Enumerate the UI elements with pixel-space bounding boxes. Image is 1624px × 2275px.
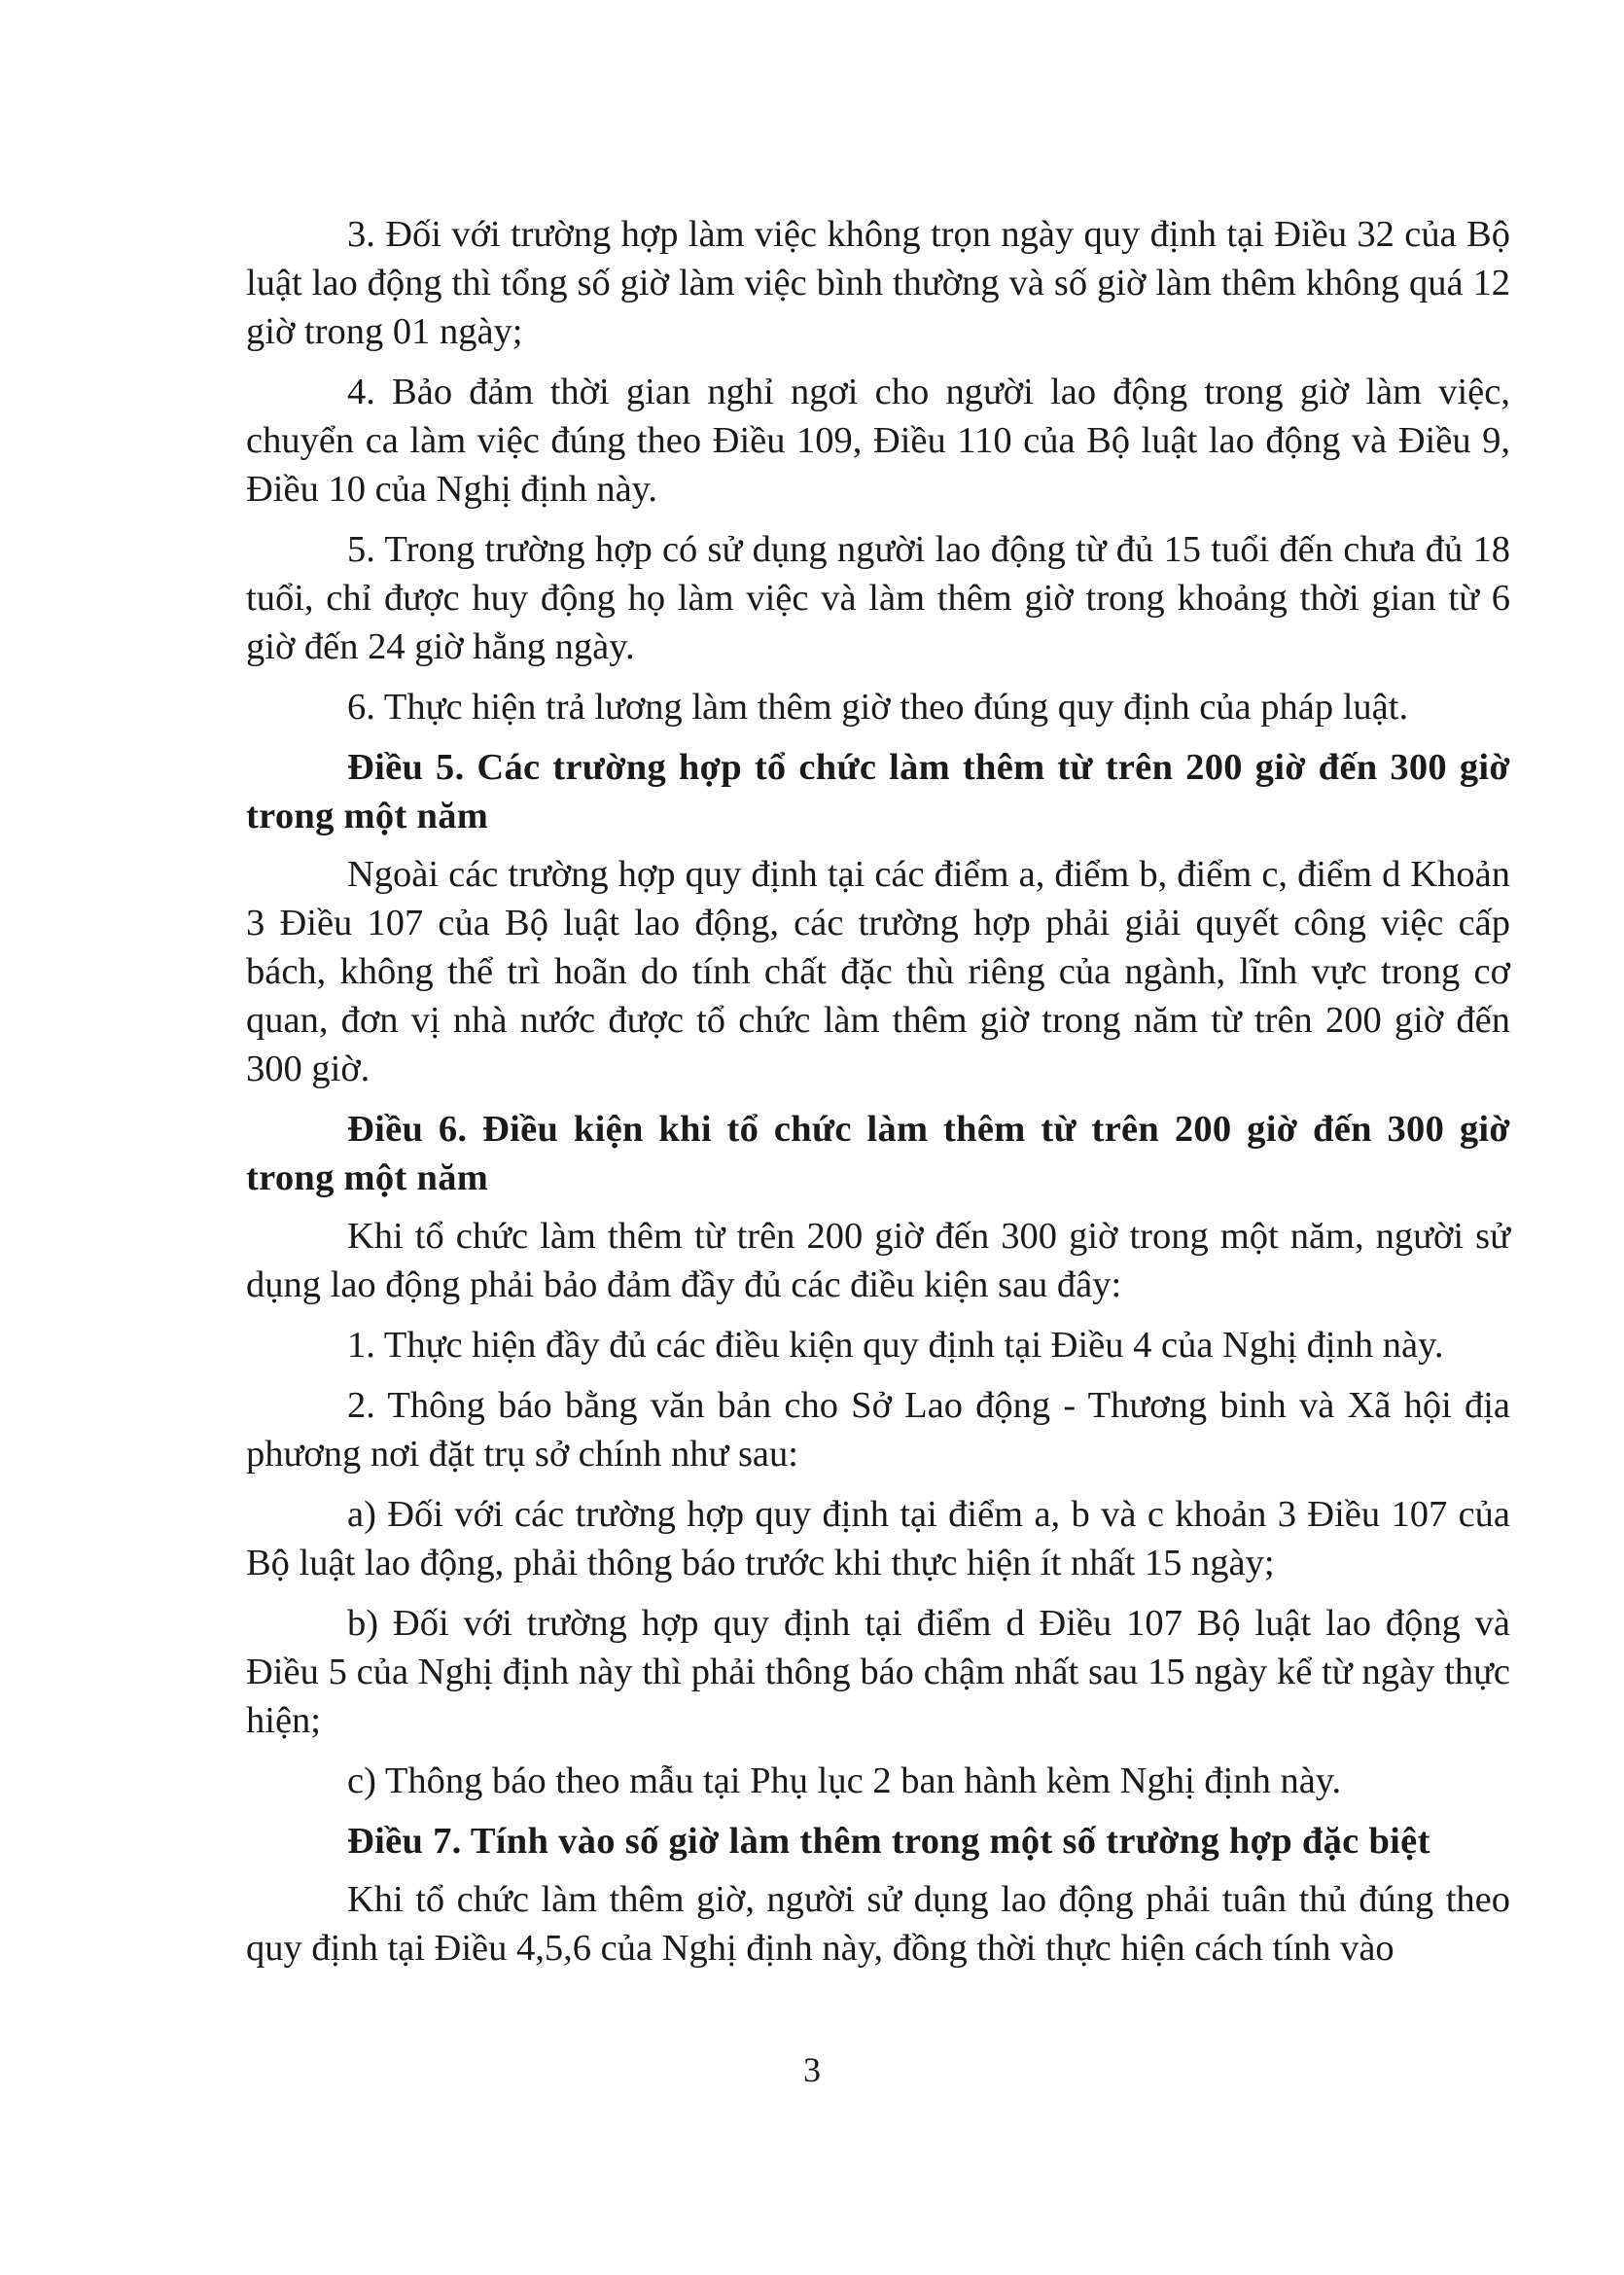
article-7-heading: Điều 7. Tính vào số giờ làm thêm trong một số trường hợp đặc biệt xyxy=(347,1821,1430,1862)
article-6-point-c: c) Thông báo theo mẫu tại Phụ lục 2 ban hành kèm Nghị định này. xyxy=(347,1760,1342,1801)
article-5-body: Ngoài các trường hợp quy định tại các điểm a, điểm b, điểm c, điểm d Khoản 3 Điều 107 của Bộ luật lao động, các trường hợp phải giải quyết công việc cấp bách, không thể trì hoãn do tính chất đặc thù riêng của ngành, lĩnh vực trong cơ quan, đơn vị nhà nước được tổ chức làm thêm giờ trong năm từ trên 200 giờ đến 300 giờ. xyxy=(246,854,1510,1089)
clause-5-paragraph: 5. Trong trường hợp có sử dụng người lao động từ đủ 15 tuổi đến chưa đủ 18 tuổi, chỉ được huy động họ làm việc và làm thêm giờ trong khoảng thời gian từ 6 giờ đến 24 giờ hằng ngày. xyxy=(246,529,1510,667)
article-6-intro: Khi tổ chức làm thêm từ trên 200 giờ đến 300 giờ trong một năm, người sử dụng lao động phải bảo đảm đầy đủ các điều kiện sau đây: xyxy=(246,1216,1510,1305)
article-7-body: Khi tổ chức làm thêm giờ, người sử dụng lao động phải tuân thủ đúng theo quy định tại Điều 4,5,6 của Nghị định này, đồng thời thực hiện cách tính vào xyxy=(246,1879,1510,1969)
article-6-point-a: a) Đối với các trường hợp quy định tại điểm a, b và c khoản 3 Điều 107 của Bộ luật lao động, phải thông báo trước khi thực hiện ít nhất 15 ngày; xyxy=(246,1494,1510,1583)
article-5-heading: Điều 5. Các trường hợp tổ chức làm thêm từ trên 200 giờ đến 300 giờ trong một năm xyxy=(246,747,1510,836)
article-6-heading: Điều 6. Điều kiện khi tổ chức làm thêm từ trên 200 giờ đến 300 giờ trong một năm xyxy=(246,1109,1510,1198)
clause-4-paragraph: 4. Bảo đảm thời gian nghỉ ngơi cho người lao động trong giờ làm việc, chuyển ca làm việc đúng theo Điều 109, Điều 110 của Bộ luật lao động và Điều 9, Điều 10 của Nghị định này. xyxy=(246,372,1510,510)
page-number: 3 xyxy=(803,2050,821,2089)
clause-6-paragraph: 6. Thực hiện trả lương làm thêm giờ theo đúng quy định của pháp luật. xyxy=(347,687,1409,728)
article-6-point-b: b) Đối với trường hợp quy định tại điểm d Điều 107 Bộ luật lao động và Điều 5 của Nghị định này thì phải thông báo chậm nhất sau 15 ngày kể từ ngày thực hiện; xyxy=(246,1603,1510,1741)
document-body xyxy=(246,210,1510,1984)
article-6-clause-1: 1. Thực hiện đầy đủ các điều kiện quy định tại Điều 4 của Nghị định này. xyxy=(347,1325,1444,1366)
clause-3-paragraph: 3. Đối với trường hợp làm việc không trọn ngày quy định tại Điều 32 của Bộ luật lao động thì tổng số giờ làm việc bình thường và số giờ làm thêm không quá 12 giờ trong 01 ngày; xyxy=(246,214,1510,352)
article-6-clause-2: 2. Thông báo bằng văn bản cho Sở Lao động - Thương binh và Xã hội địa phương nơi đặt trụ sở chính như sau: xyxy=(246,1385,1510,1475)
